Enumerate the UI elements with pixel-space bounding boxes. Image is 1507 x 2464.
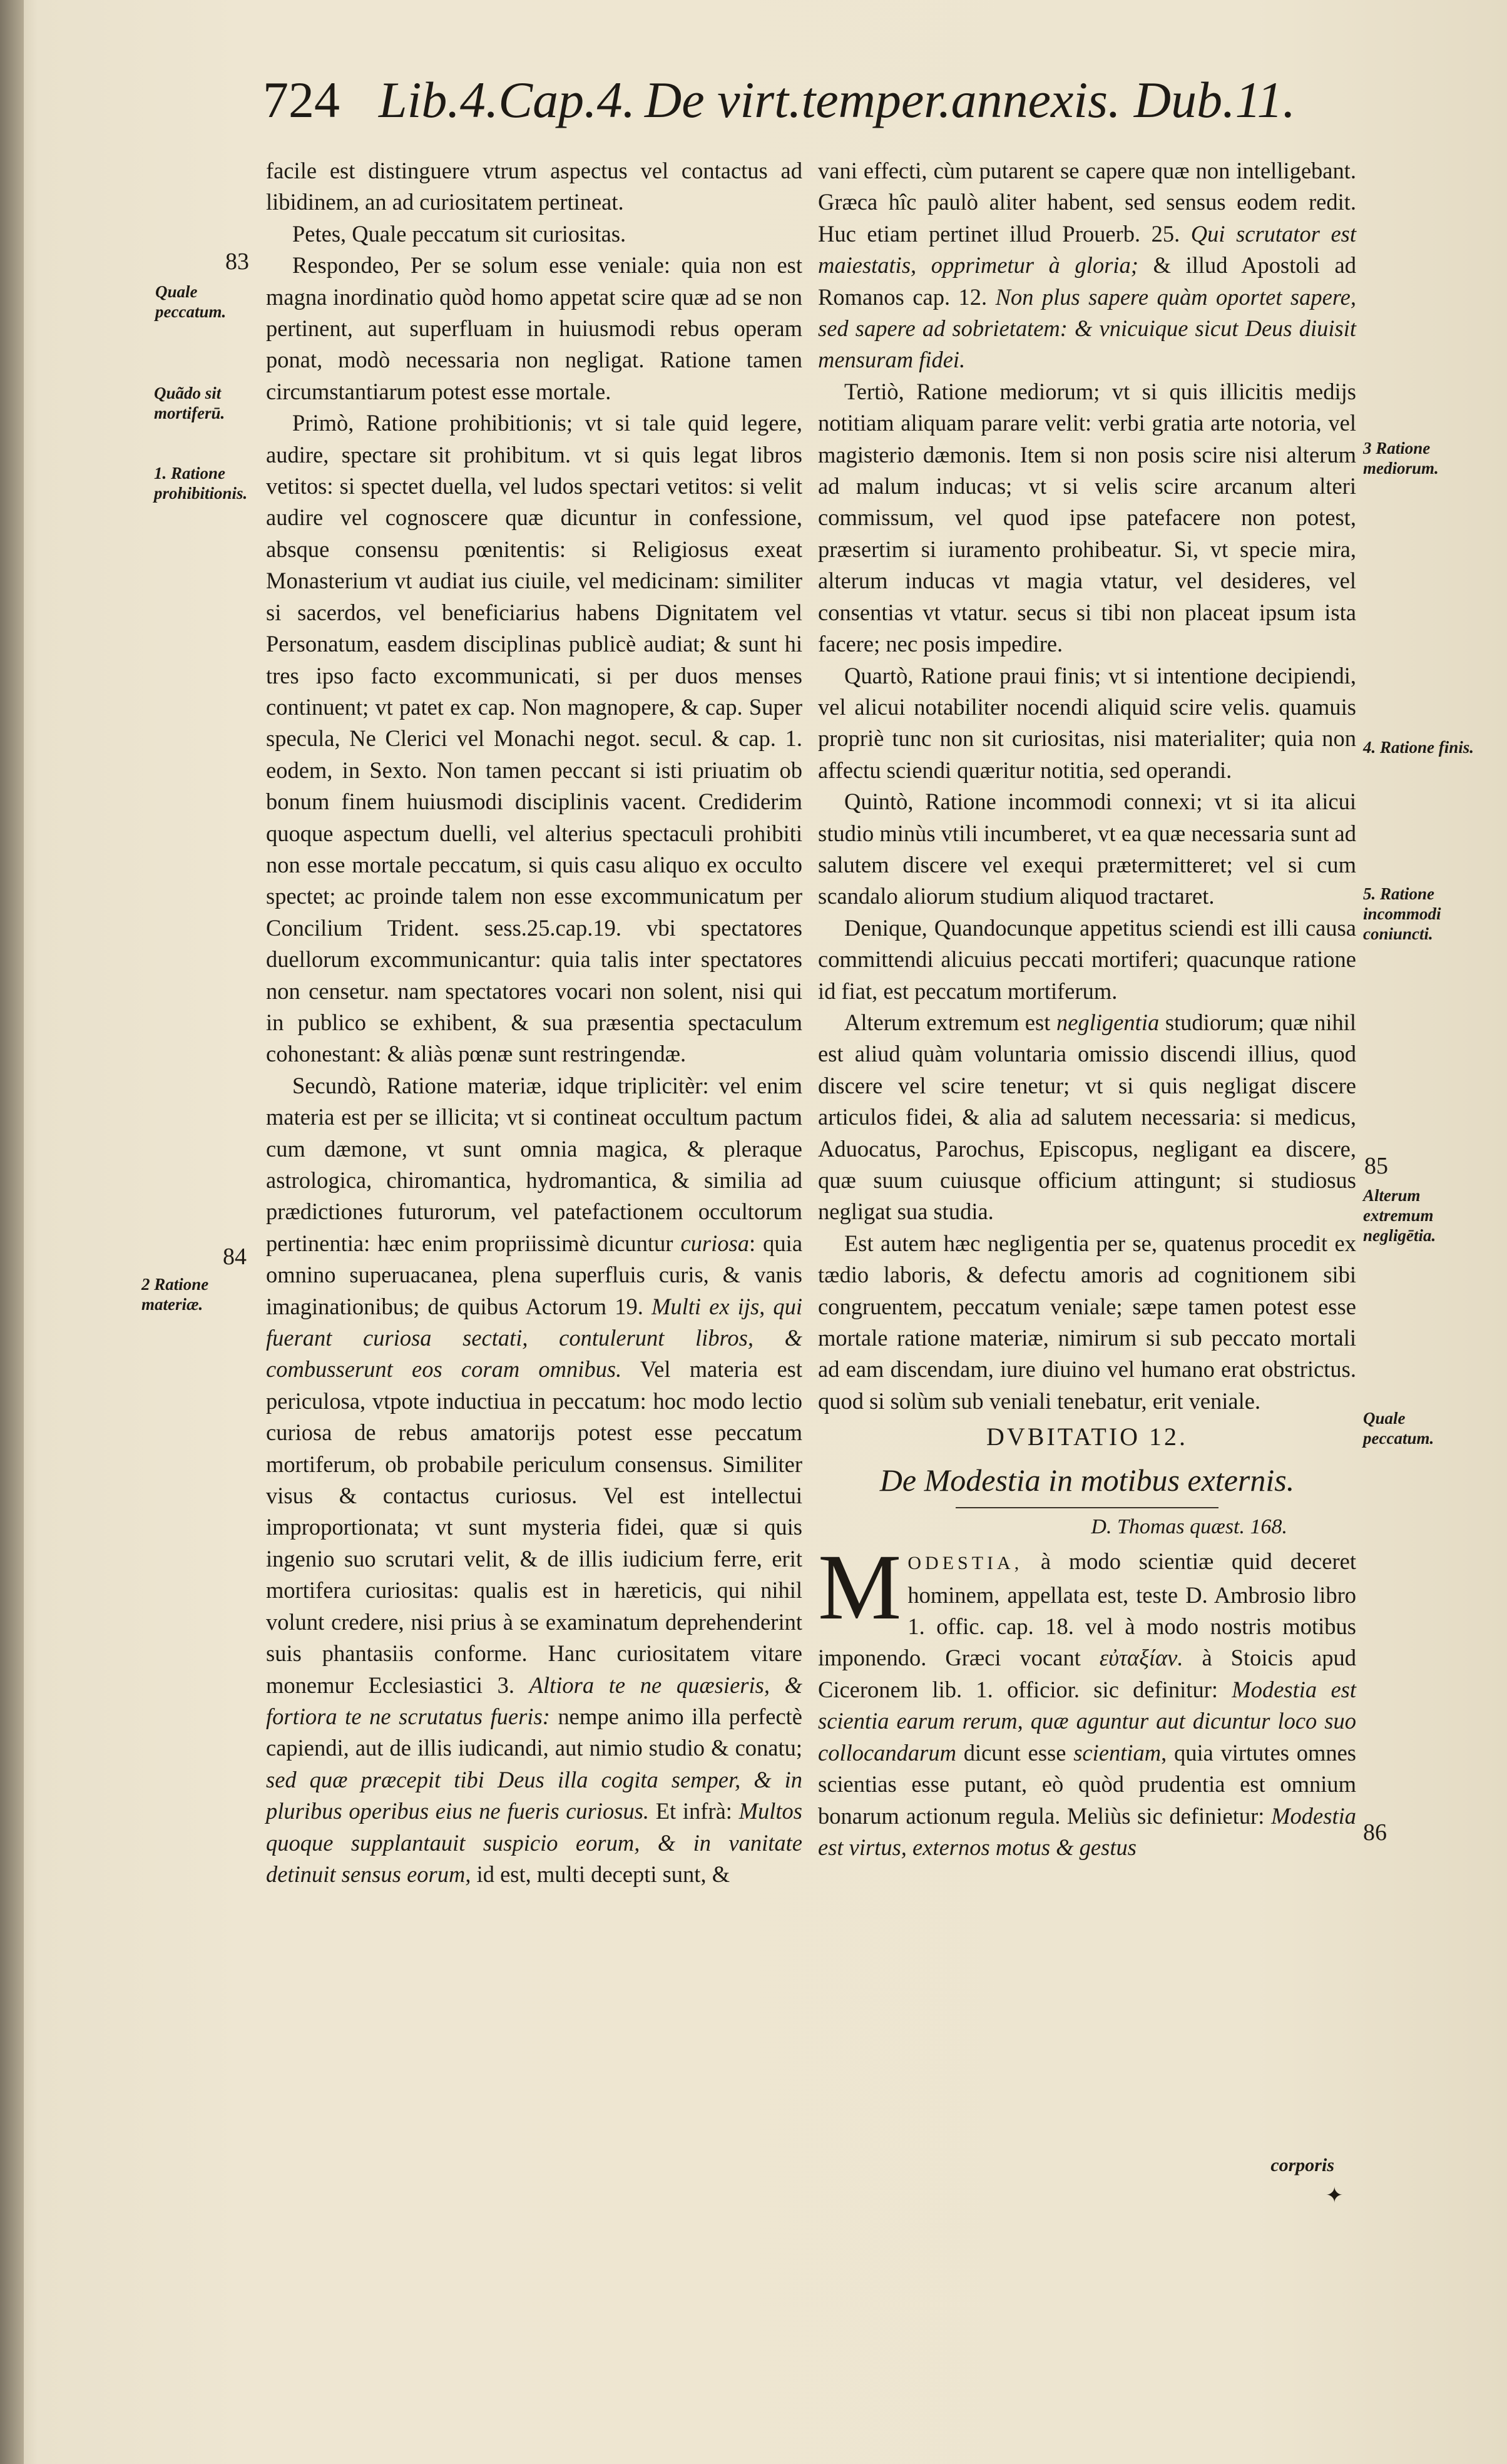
- margin-number: 83: [225, 248, 249, 275]
- margin-note: 1. Ratione prohibitionis.: [154, 464, 248, 503]
- text-run: vani effecti, cùm putarent se capere quæ non intelligebant. Græca hîc paulò aliter habent, sed sensus eodem redit. Huc etiam pertinet illud Prouerb. 25.: [818, 158, 1356, 247]
- dubitatio-heading: DVBITATIO 12.: [986, 1423, 1188, 1451]
- margin-number: 84: [223, 1244, 247, 1270]
- margin-number: 85: [1364, 1153, 1388, 1179]
- italic-quote: Modestia est scientia earum rerum, quæ aguntur aut dicuntur loco suo collocandarum: [818, 1676, 1356, 1766]
- text-run: & illud Apostoli ad Romanos cap. 12.: [818, 252, 1356, 310]
- italic-quote: Multos quoque supplantauit suspicio eorum, & in vanitate detinuit sensus eorum,: [266, 1798, 803, 1887]
- drop-cap: M: [818, 1535, 902, 1640]
- paragraph: [818, 155, 1356, 376]
- italic-quote: Qui scrutator est maiestatis, opprimetur à gloria;: [818, 220, 1356, 279]
- text-run: nempe animo illa perfectè capiendi, aut de illis iudicandi, aut nimio studio & conatu;: [266, 1703, 803, 1761]
- text-run: à modo scientiæ quid deceret hominem, appellata est, teste D. Ambrosio libro 1. offic. cap. 18. vel à modo nostris motibus imponendo. Græci vocant: [818, 1548, 1356, 1671]
- dubitatio-reference: D. Thomas quæst. 168.: [1091, 1515, 1287, 1539]
- paragraph: Est autem hæc negligentia per se, quatenus procedit ex tædio laboris, & defectu amoris ad cognitionem sibi congruentem, peccatum veniale; sæpe tamen potest esse mortale ratione materiæ, nimirum si sub peccato mortali ad eam discendam, iure diuino vel humano erat obstrictus. quod si solùm sub veniali tenebatur, erit veniale.: [818, 1230, 1356, 1414]
- margin-note: 5. Ratione incommodi coniuncti.: [1363, 884, 1441, 943]
- paragraph: facile est distinguere vtrum aspectus vel contactus ad libidinem, an ad curiositatem pertineat.: [266, 158, 802, 215]
- margin-note: Quãdo sit mortiferū.: [154, 384, 225, 422]
- header-title: De virt.temper.annexis.: [645, 71, 1121, 128]
- margin-note: 4. Ratione finis.: [1363, 738, 1474, 757]
- page-number: 724: [263, 71, 340, 128]
- margin-note: Quale peccatum.: [155, 282, 227, 321]
- italic-quote: Modestia est virtus, externos motus & gestus: [818, 1802, 1356, 1860]
- text-run: Secundò, Ratione materiæ, idque triplicitèr: vel enim materia est per se illicita; vt si contineat occultum pactum cum dæmone, vt sunt omnia magica, & pleraque astrologica, chiromantica, hydromantica, & similia ad prædictiones futurorum, vel patefactionem occultorum pertinentia: hæc enim propriissimè dicuntur: [266, 1072, 802, 1256]
- dubitatio-title: De Modestia in motibus externis.: [879, 1463, 1295, 1498]
- header-book: Lib.4.Cap.4.: [379, 71, 636, 128]
- paragraph: Primò, Ratione prohibitionis; vt si tale quid legere, audire, spectare sit prohibitum. vt si quis legat libros vetitos: si spectet duella, vel ludos spectari vetitos: si velit audire vel cognoscere quæ dicuntur in confessione, absque consensu pœnitentis: si Religiosus exeat Monasterium vt audiat ius ciuile, vel medicinam: similiter si sacerdos, vel beneficiarius habens Dignitatem vel Personatum, easdem disciplinas publicè audiat; & sunt hi tres ipso facto excommunicati, si per duos menses continuent; vt patet ex cap. Non magnopere, & cap. Super specula, Ne Clerici vel Monachi negot. secul. & cap. 1. eodem, in Sexto. Non tamen peccant si isti priuatim ob bonum finem huiusmodi disciplinis vacent. Crediderim quoque aspectum duelli, vel alterius spectaculi prohibiti non esse mortale peccatum, si quis casu aliquo ex occulto spectet; ac proinde talem non esse excommunicatum per Concilium Trident. sess.25.cap.19. vbi spectatores duellorum excommunicantur: quia talis inter spectatores non censetur. nam spectatores vocari non solent, nisi qui in publico se exhibent, & sua præsentia spectaculum cohonestant: & aliàs pœnæ sunt restringendæ.: [266, 410, 802, 1067]
- paragraph: Petes, Quale peccatum sit curiositas.: [292, 220, 626, 247]
- margin-note: Alterum extremum negligētia.: [1363, 1186, 1436, 1245]
- margin-note: Quale peccatum.: [1363, 1409, 1434, 1448]
- paragraph: [266, 1070, 802, 1891]
- paragraph: Denique, Quandocunque appetitus sciendi est illi causa committendi alicuius peccati mortiferi; quacunque ratione id fiat, est peccatum mortiferum.: [818, 914, 1356, 1004]
- text-run: : quia omnino superuacanea, plena superfluis curis, & vanis imaginationibus; de quibus Actorum 19.: [266, 1230, 803, 1319]
- greek-run: εὐταξίαν.: [1099, 1645, 1183, 1671]
- catchword: corporis: [1270, 2155, 1334, 2175]
- text-run: Vel materia est periculosa, vtpote inductiua in peccatum: hoc modo lectio curiosa de rebus amatorijs potest esse peccatum mortiferum, ob probabile periculum consensus. Similiter visus & contactus curiosus. Vel est intellectui improportionata; vt sunt mysteria fidei, quæ si quis ingenio suo scrutari velit, & de illis iudicium ferre, erit mortifera curiositas: qualis est in hæreticis, qui nihil volunt credere, nisi prius à se examinatum deprehenderint suis phantasiis conforme. Hanc curiositatem vitare monemur Ecclesiastici 3.: [266, 1356, 802, 1698]
- right-column: [818, 155, 1356, 1863]
- italic-run: curiosa: [680, 1230, 749, 1256]
- book-spine: [0, 0, 24, 2464]
- paragraph: [818, 1007, 1356, 1228]
- paragraph: Quartò, Ratione praui finis; vt si intentione decipiendi, vel alicui notabiliter nocendi aliquid scire velis. quamuis propriè tunc non sit curiositas, nisi materialiter; quia non affectu sciendi quæritur notitia, sed operandi.: [818, 662, 1356, 783]
- paragraph: Tertiò, Ratione mediorum; vt si quis illicitis medijs notitiam aliquam parare velit: verbi gratia arte notoria, vel magisterio dæmonis. Item si non posis scire nisi alterum ad malum inducas; vt si velis scire arcanum alteri commissum, vel quod ipse patefacere non potest, præsertim si iuramento prohibeatur. Si, vt specie mira, alterum inducas vt magia vtatur, vel desideres, vel consentias vt vtatur. secus si tibi non placeat ipsum ista facere; nec posis impedire.: [818, 378, 1356, 657]
- margin-number: 86: [1363, 1819, 1387, 1846]
- header-dubitatio: Dub.11.: [1133, 71, 1295, 128]
- text-run: à Stoicis apud Ciceronem lib. 1. officior. sic definitur:: [818, 1645, 1357, 1702]
- paragraph: Respondeo, Per se solum esse veniale: quia non est magna inordinatio quòd homo appetat scire quæ ad se non pertinent, aut superfluam in huiusmodi rebus operam ponat, modò necessaria non negligat. Ratione tamen circumstantiarum potest esse mortale.: [266, 252, 802, 404]
- margin-note: 2 Ratione materiæ.: [141, 1275, 209, 1314]
- text-run: dicunt esse: [963, 1739, 1066, 1766]
- italic-run: negligentia: [1056, 1009, 1160, 1035]
- asterisk-mark-icon: ✦: [1326, 2184, 1344, 2207]
- text-run: , quia virtutes omnes scientias esse putant, eò quòd prudentia est omnium bonarum actionum regula. Meliùs sic definietur:: [818, 1739, 1356, 1829]
- running-header: [263, 69, 1295, 138]
- italic-quote: Non plus sapere quàm oportet sapere, sed sapere ad sobrietatem: & vnicuique sicut Deus diuisit mensuram fidei.: [818, 284, 1357, 373]
- left-column: [266, 155, 802, 1890]
- italic-quote: sed quæ præcepit tibi Deus illa cogita semper, & in pluribus operibus eius ne fueris curiosus.: [266, 1766, 802, 1824]
- italic-quote: Altiora te ne quæsieris, & fortiora te ne scrutatus fueris:: [266, 1672, 802, 1729]
- paragraph: Quintò, Ratione incommodi connexi; vt si ita alicui studio minùs vtili incumberet, vt ea quæ necessaria sunt ad salutem discere vel exequi prætermitteret; vel si cum scandalo aliorum studium aliquod tractaret.: [818, 789, 1356, 909]
- small-caps-run: ODESTIA,: [907, 1553, 1023, 1574]
- text-run: studiorum; quæ nihil est aliud quàm voluntaria omissio discendi illius, quod discere vel scire tenetur; vt si quis negligat discere articulos fidei, & alia ad salutem necessaria: si medicus, Aduocatus, Parochus, Episcopus, negligant ea discere, quæ suum cuiusque officium attingunt; si studiosus negligat sua studia.: [818, 1009, 1356, 1225]
- text-run: id est, multi decepti sunt, &: [476, 1861, 730, 1887]
- italic-quote: Multi ex ijs, qui fuerant curiosa sectati, contulerunt libros, & combusserunt eos coram omnibus.: [266, 1293, 803, 1383]
- text-run: Et infrà:: [655, 1798, 732, 1824]
- italic-run: scientiam: [1073, 1739, 1162, 1766]
- margin-note: 3 Ratione mediorum.: [1363, 439, 1439, 478]
- text-run: Alterum extremum est: [844, 1009, 1051, 1035]
- paragraph: [818, 1535, 1357, 1863]
